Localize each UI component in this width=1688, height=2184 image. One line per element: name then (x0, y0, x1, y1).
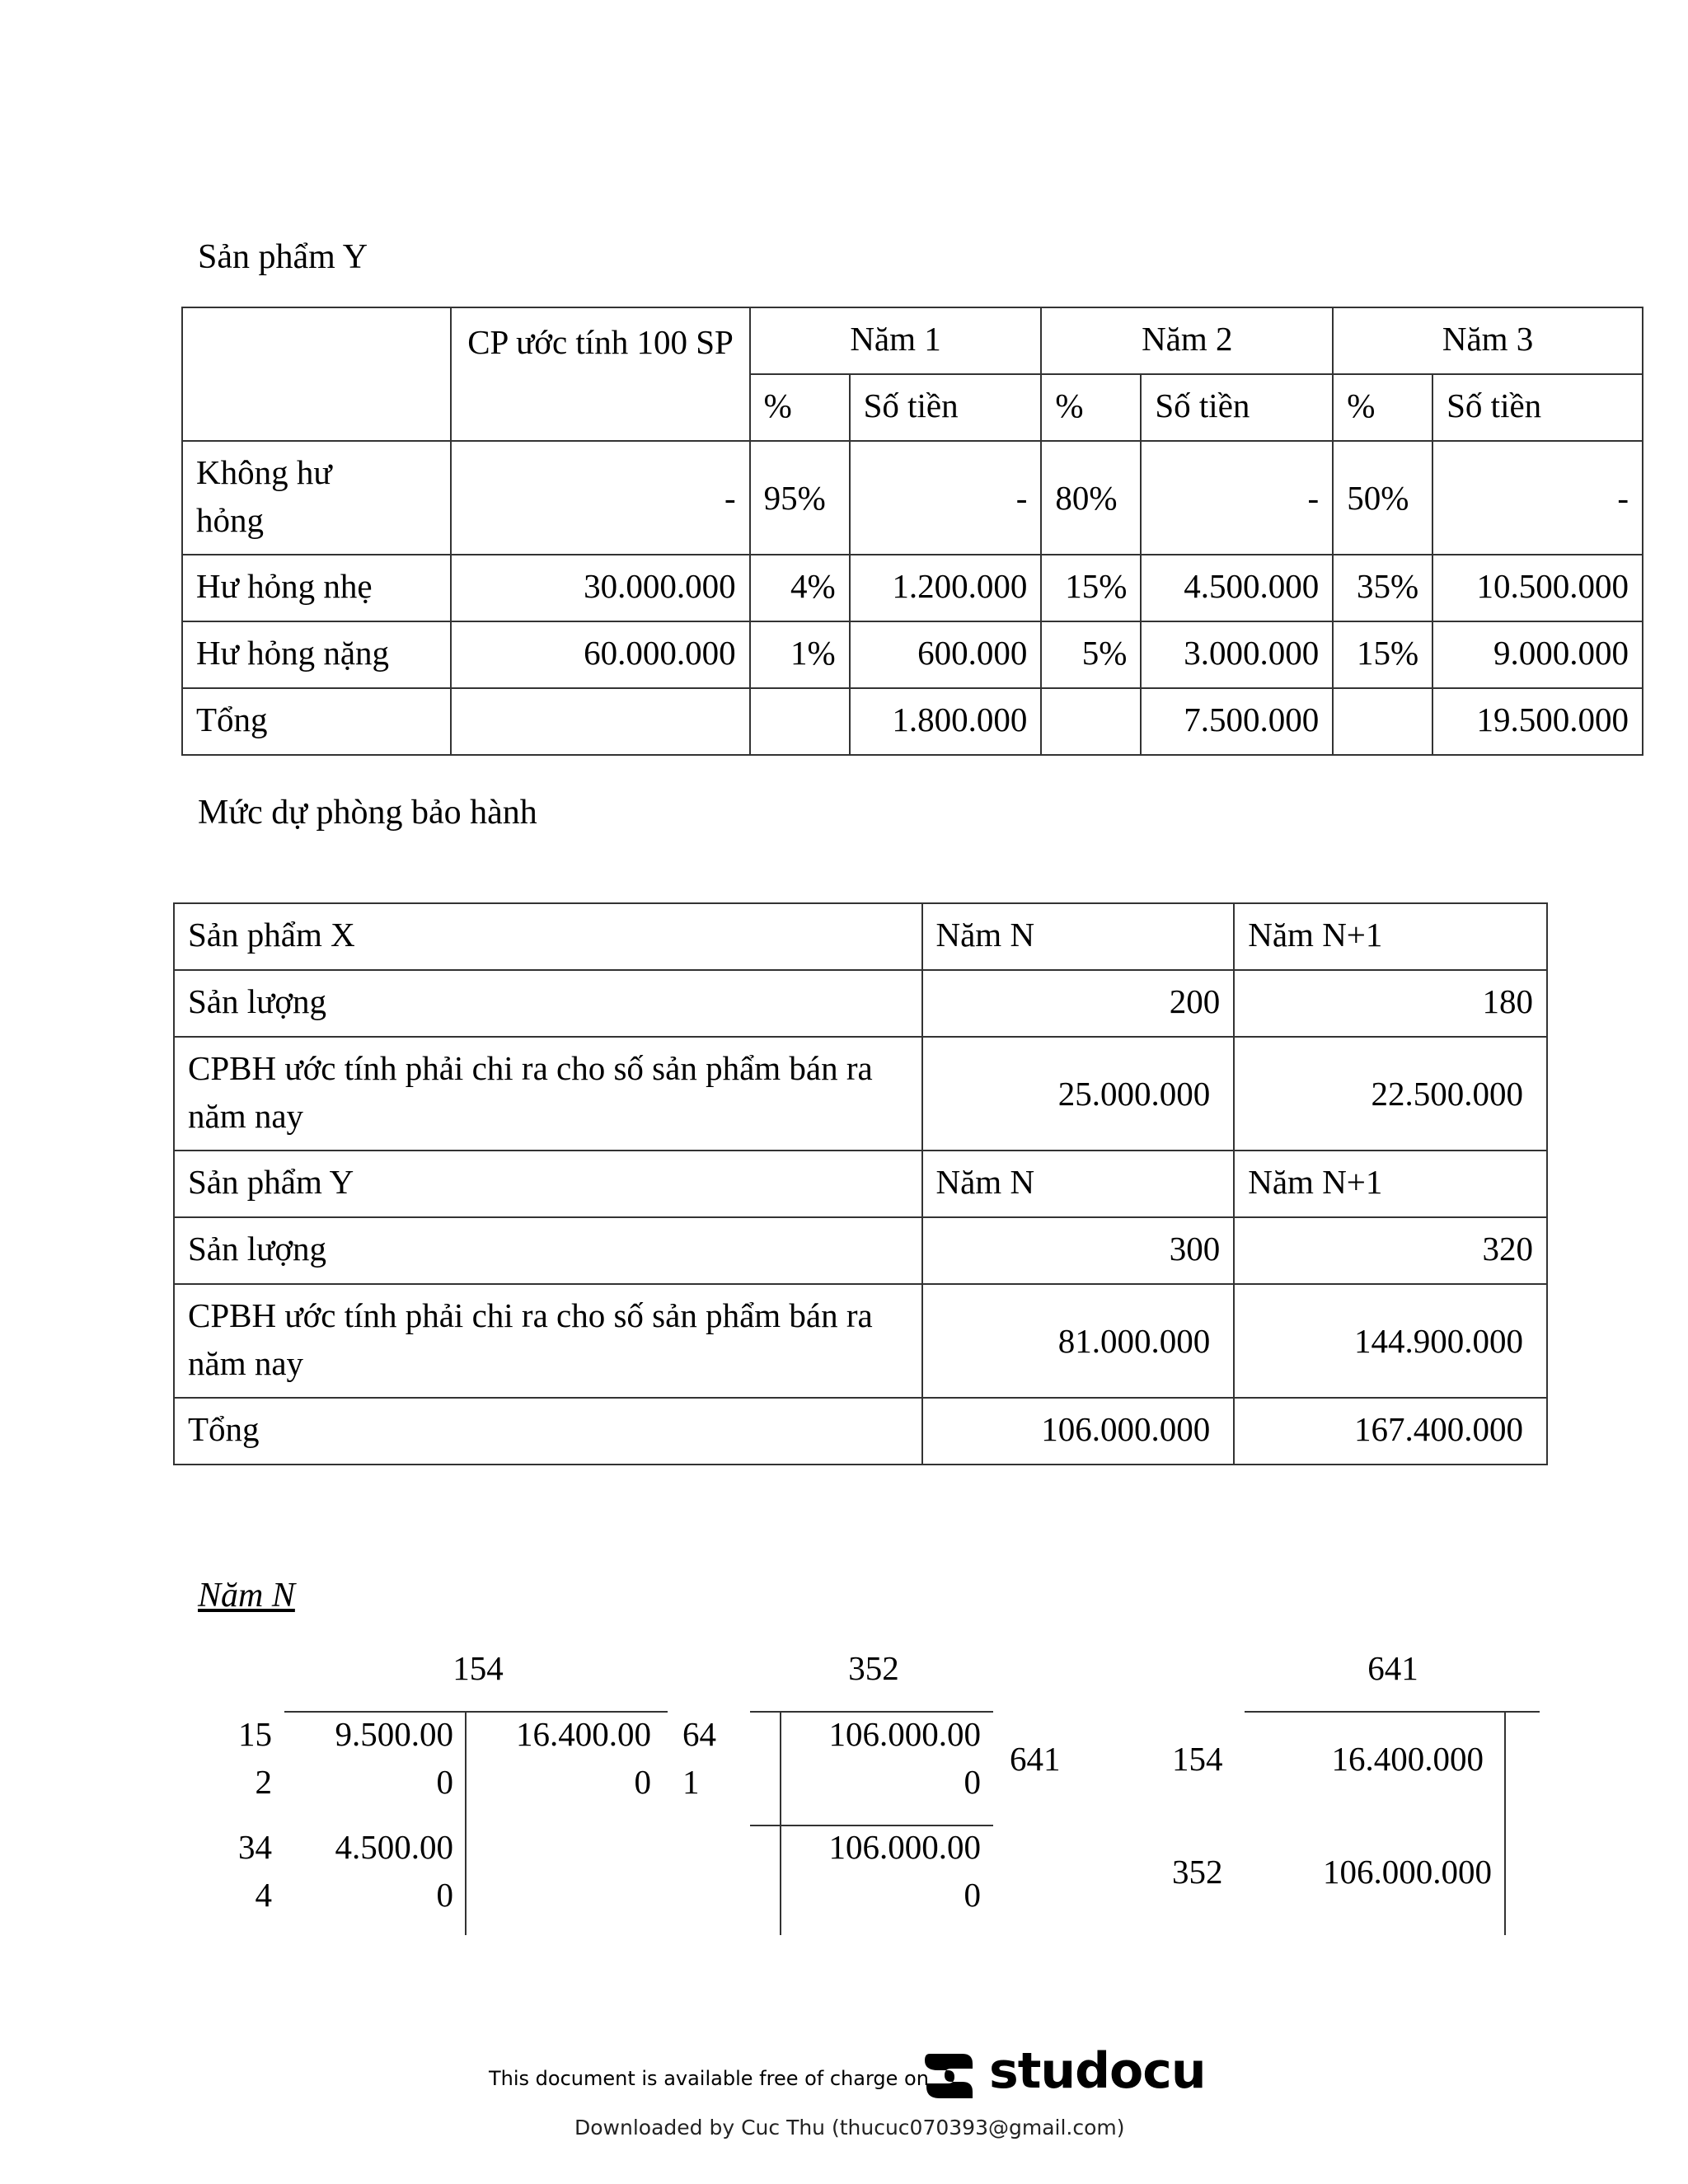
pct-value: 15% (1333, 621, 1432, 688)
header-pct: % (1041, 374, 1141, 441)
quantity-label: Sản lượng (174, 1217, 922, 1284)
debit-amount: 9.500.00 0 (335, 1715, 453, 1801)
amount-value: - (1432, 441, 1643, 555)
studocu-logo-icon[interactable] (915, 2042, 982, 2110)
quantity-n: 200 (922, 970, 1235, 1037)
amount-value: 7.500.000 (1141, 688, 1333, 755)
cost-label: CPBH ước tính phải chi ra cho số sản phẩm bán ra năm nay (174, 1037, 922, 1151)
warranty-provision-table (173, 902, 1548, 1465)
cost-n: 81.000.000 (922, 1284, 1235, 1398)
cost-n1: 144.900.000 (1234, 1284, 1547, 1398)
cp-value: 30.000.000 (451, 555, 749, 621)
year-n1-header: Năm N+1 (1234, 1151, 1547, 1217)
cp-value: 60.000.000 (451, 621, 749, 688)
downloaded-by-note: Downloaded by Cuc Thu (thucuc070393@gmail.com) (574, 2116, 1125, 2139)
pct-value: 5% (1041, 621, 1141, 688)
header-amount: Số tiền (850, 374, 1042, 441)
debit-amount: 4.500.00 0 (335, 1828, 453, 1914)
pct-value (750, 688, 850, 755)
header-pct: % (1333, 374, 1432, 441)
empty-header-cell (182, 307, 451, 441)
year-n-header: Năm N (922, 903, 1235, 970)
product-y-header: Sản phẩm Y (174, 1151, 922, 1217)
account-title: 154 (452, 1649, 504, 1687)
amount-value: 1.800.000 (850, 688, 1042, 755)
pct-value: 4% (750, 555, 850, 621)
debit-amount: 16.400.000 (1331, 1740, 1484, 1778)
product-y-cost-table (181, 307, 1643, 756)
t-account-divider (1504, 1711, 1506, 1935)
contra-account: 641 (1010, 1740, 1061, 1778)
provision-title: Mức dự phòng bảo hành (198, 794, 537, 832)
credit-amount: 106.000.00 0 (828, 1715, 981, 1801)
table-row (182, 688, 1643, 755)
year-n1-header: Năm N+1 (1234, 903, 1547, 970)
cost-label: CPBH ước tính phải chi ra cho số sản phẩm bán ra năm nay (174, 1284, 922, 1398)
table-row (182, 441, 1643, 555)
product-x-header: Sản phẩm X (174, 903, 922, 970)
pct-value: 80% (1041, 441, 1141, 555)
section-y-title: Sản phẩm Y (198, 238, 368, 276)
t-account-divider (465, 1711, 467, 1935)
contra-account: 34 4 (238, 1828, 272, 1914)
quantity-label: Sản lượng (174, 970, 922, 1037)
quantity-n1: 320 (1234, 1217, 1547, 1284)
row-label: Hư hỏng nặng (182, 621, 451, 688)
debit-amount: 106.000.000 (1323, 1853, 1492, 1891)
amount-value: - (850, 441, 1042, 555)
footer-availability-note: This document is available free of charge on (489, 2067, 929, 2090)
pct-value: 35% (1333, 555, 1432, 621)
table-row (182, 555, 1643, 621)
quantity-n1: 180 (1234, 970, 1547, 1037)
credit-amount: 106.000.00 0 (828, 1828, 981, 1914)
year-n-title: Năm N (198, 1577, 295, 1615)
total-n1: 167.400.000 (1234, 1398, 1547, 1465)
amount-value: - (1141, 441, 1333, 555)
pct-value (1041, 688, 1141, 755)
contra-account: 64 1 (682, 1715, 716, 1801)
amount-value: 19.500.000 (1432, 688, 1643, 755)
studocu-brand[interactable]: studocu (989, 2042, 1206, 2100)
pct-value: 1% (750, 621, 850, 688)
amount-value: 9.000.000 (1432, 621, 1643, 688)
header-pct: % (750, 374, 850, 441)
t-account-top-line (1245, 1711, 1540, 1713)
amount-value: 10.500.000 (1432, 555, 1643, 621)
pct-value: 50% (1333, 441, 1432, 555)
t-account-divider (780, 1711, 781, 1935)
credit-amount: 16.400.00 0 (516, 1715, 651, 1801)
cp-value: - (451, 441, 749, 555)
contra-account: 15 2 (238, 1715, 272, 1801)
contra-account: 154 (1172, 1740, 1223, 1778)
header-cp-estimate: CP ước tính 100 SP (451, 307, 749, 441)
row-label: Không hư hỏng (182, 441, 451, 555)
account-title: 352 (848, 1649, 899, 1687)
cost-n1: 22.500.000 (1234, 1037, 1547, 1151)
header-year-3: Năm 3 (1333, 307, 1643, 374)
account-title: 641 (1367, 1649, 1418, 1687)
amount-value: 3.000.000 (1141, 621, 1333, 688)
header-amount: Số tiền (1141, 374, 1333, 441)
header-year-2: Năm 2 (1041, 307, 1333, 374)
total-n: 106.000.000 (922, 1398, 1235, 1465)
pct-value (1333, 688, 1432, 755)
cp-value (451, 688, 749, 755)
contra-account: 352 (1172, 1853, 1223, 1891)
cost-n: 25.000.000 (922, 1037, 1235, 1151)
row-label: Hư hỏng nhẹ (182, 555, 451, 621)
amount-value: 4.500.000 (1141, 555, 1333, 621)
header-year-1: Năm 1 (750, 307, 1042, 374)
pct-value: 95% (750, 441, 850, 555)
quantity-n: 300 (922, 1217, 1235, 1284)
amount-value: 1.200.000 (850, 555, 1042, 621)
pct-value: 15% (1041, 555, 1141, 621)
table-row (182, 621, 1643, 688)
total-label: Tổng (174, 1398, 922, 1465)
year-n-header: Năm N (922, 1151, 1235, 1217)
amount-value: 600.000 (850, 621, 1042, 688)
header-amount: Số tiền (1432, 374, 1643, 441)
row-label: Tổng (182, 688, 451, 755)
